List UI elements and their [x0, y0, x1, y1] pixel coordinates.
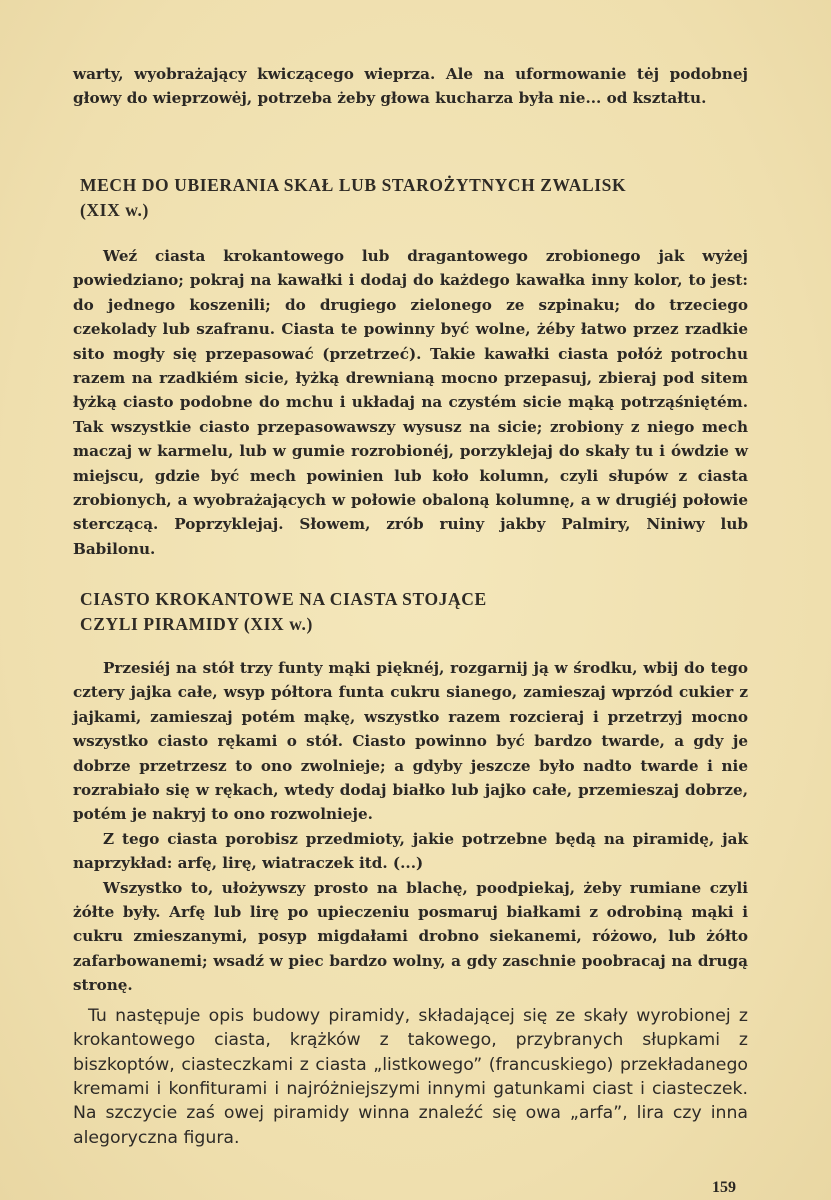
paragraph-ciasto-2: Z tego ciasta porobisz przedmioty, jakie potrzebne będą na piramidę, jak naprzykład: arfę, lirę, wiatraczek itd. (...): [73, 829, 748, 873]
section-body-ciasto: [73, 656, 748, 1150]
paragraph-ciasto-1: Przesiéj na stół trzy funty mąki pięknéj, rozgarnij ją w środku, wbij do tego cztery jajka całe, wsyp półtora funta cukru sianego, zamieszaj wprzód cukier z jajkami, zamieszaj potém mąkę, wszystko razem rozcieraj i przetrzyj mocno wszystko ciasto rękami o stół. Ciasto powinno być bardzo twarde, a gdy je dobrze przetrzesz to ono zwolnieje; a gdyby jeszcze było nadto twarde i nie rozrabiało się w rękach, wtedy dodaj białko lub jajko całe, przemieszaj dobrze, potém je nakryj to ono rozwolnieje.: [73, 659, 748, 824]
paragraph-mech: Weź ciasta krokantowego lub dragantowego zrobionego jak wyżej powiedziano; pokraj na kawałki i dodaj do każdego kawałka inny kolor, to jest: do jednego koszenili; do drugiego zielonego ze szpinaku; do trzeciego czekolady lub szafranu. Ciasta te powinny być wolne, żéby łatwo przez rzadkie sito mogły się przepasować (przetrzeć). Takie kawałki ciasta połóż potrochu razem na rzadkiém sicie, łyżką drewnianą mocno przepasuj, zbieraj pod sitem łyżką ciasto podobne do mchu i układaj na czystém sicie mąką potrząśniętém. Tak wszystkie ciasto przepasowawszy wysusz na sicie; zrobiony z niego mech maczaj w karmelu, lub w gumie rozrobionéj, porzyklejaj do skały tu i ówdzie w miejscu, gdzie być mech powinien lub koło kolumn, czyli słupów z ciasta zrobionych, a wyobrażających w połowie obaloną kolumnę, a w drugiéj połowie sterczącą. Poprzyklejaj. Słowem, zrób ruiny jakby Palmiry, Niniwy lub Babilonu.: [73, 247, 748, 558]
paragraph-ciasto-3: Wszystko to, ułożywszy prosto na blachę, poodpiekaj, żeby rumiane czyli żółte były. Arfę lub lirę po upieczeniu posmaruj białkami z odrobiną mąki i cukru zmieszanymi, posyp migdałami drobno siekanemi, różowo, lub żółto zafarbowanemi; wsadź w piec bardzo wolny, a gdy zaschnie poobracaj na drugą stronę.: [73, 878, 748, 995]
heading-line: (XIX w.): [80, 200, 149, 220]
section-heading-ciasto: [80, 587, 487, 637]
heading-line: CZYLI PIRAMIDY (XIX w.): [80, 614, 313, 634]
opening-paragraph: warty, wyobrażający kwiczącego wieprza. Ale na uformowanie tėj podobnej głowy do wieprzowėj, potrzeba żeby głowa kucharza była nie... od kształtu.: [73, 65, 748, 108]
editor-note: Tu następuje opis budowy piramidy, składającej się ze skały wyrobionej z krokantowego ciasta, krążków z takowego, przybranych słupkami z biszkoptów, ciasteczkami z ciasta „listkowego” (francuskiego) przekładanego kremami i konfiturami i najróżniejszymi innymi gatunkami ciast i ciasteczek. Na szczycie zaś owej piramidy winna znaleźć się owa „arfa”, lira czy inna alegoryczna figura.: [73, 1005, 748, 1148]
page-number: 159: [712, 1179, 736, 1196]
heading-line: MECH DO UBIERANIA SKAŁ LUB STAROŻYTNYCH ZWALISK: [80, 175, 627, 195]
section-heading-mech: [80, 173, 626, 223]
heading-line: CIASTO KROKANTOWE NA CIASTA STOJĄCE: [80, 589, 487, 609]
